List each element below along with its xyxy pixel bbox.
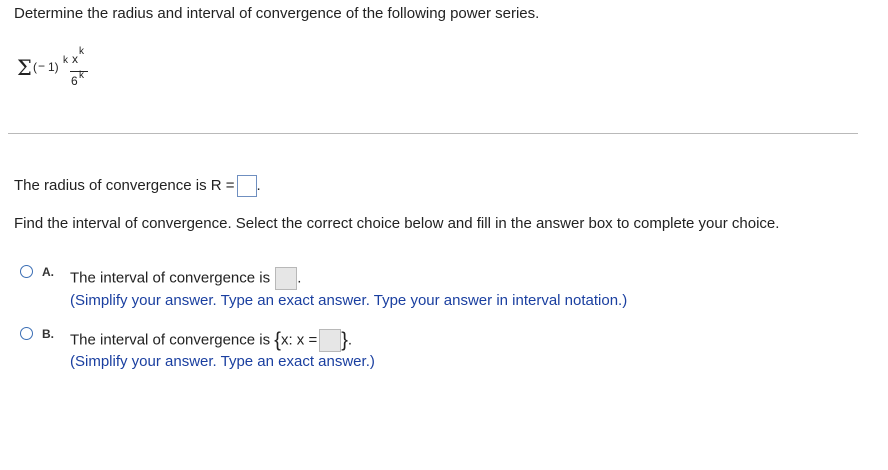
question-prompt: Determine the radius and interval of convergence of the following power series. xyxy=(14,5,540,22)
choice-b-answer-box[interactable] xyxy=(319,329,341,352)
radius-answer-box[interactable] xyxy=(237,175,257,197)
set-close-brace: } xyxy=(341,329,348,352)
denominator-base: 6 xyxy=(71,74,78,88)
choice-a-radio[interactable] xyxy=(20,265,33,278)
denominator-exponent: k xyxy=(79,70,84,81)
radius-label: The radius of convergence is R = xyxy=(14,176,235,194)
numerator-base: x xyxy=(72,52,78,66)
sigma-symbol: Σ xyxy=(17,56,32,80)
choice-b-hint: (Simplify your answer. Type an exact answer.) xyxy=(70,353,375,370)
radius-period: . xyxy=(256,176,261,194)
choice-a-letter: A. xyxy=(42,265,54,279)
choice-a-answer-box[interactable] xyxy=(275,267,297,290)
choice-b-period: . xyxy=(347,331,353,349)
set-variable: x: x = xyxy=(280,331,318,349)
choice-a-statement xyxy=(70,267,301,290)
series-open-paren: ( xyxy=(33,60,37,74)
choice-b-letter: B. xyxy=(42,327,54,341)
interval-instruction: Find the interval of convergence. Select the correct choice below and fill in the answer box to complete your choice. xyxy=(14,215,780,232)
choice-a-hint: (Simplify your answer. Type an exact answer. Type your answer in interval notation.) xyxy=(70,292,628,309)
series-minus: − xyxy=(38,59,46,73)
radius-row xyxy=(14,175,261,197)
choice-b-text: The interval of convergence is xyxy=(70,331,271,349)
series-one: 1) xyxy=(48,60,59,74)
series-k-exponent: k xyxy=(63,55,68,66)
choice-b-radio[interactable] xyxy=(20,327,33,340)
choice-b-statement xyxy=(70,329,352,352)
choice-a-text: The interval of convergence is xyxy=(70,269,271,287)
choice-a-period: . xyxy=(297,269,302,287)
numerator-exponent: k xyxy=(79,46,84,57)
set-open-brace: { xyxy=(274,329,281,352)
section-divider xyxy=(8,133,858,134)
